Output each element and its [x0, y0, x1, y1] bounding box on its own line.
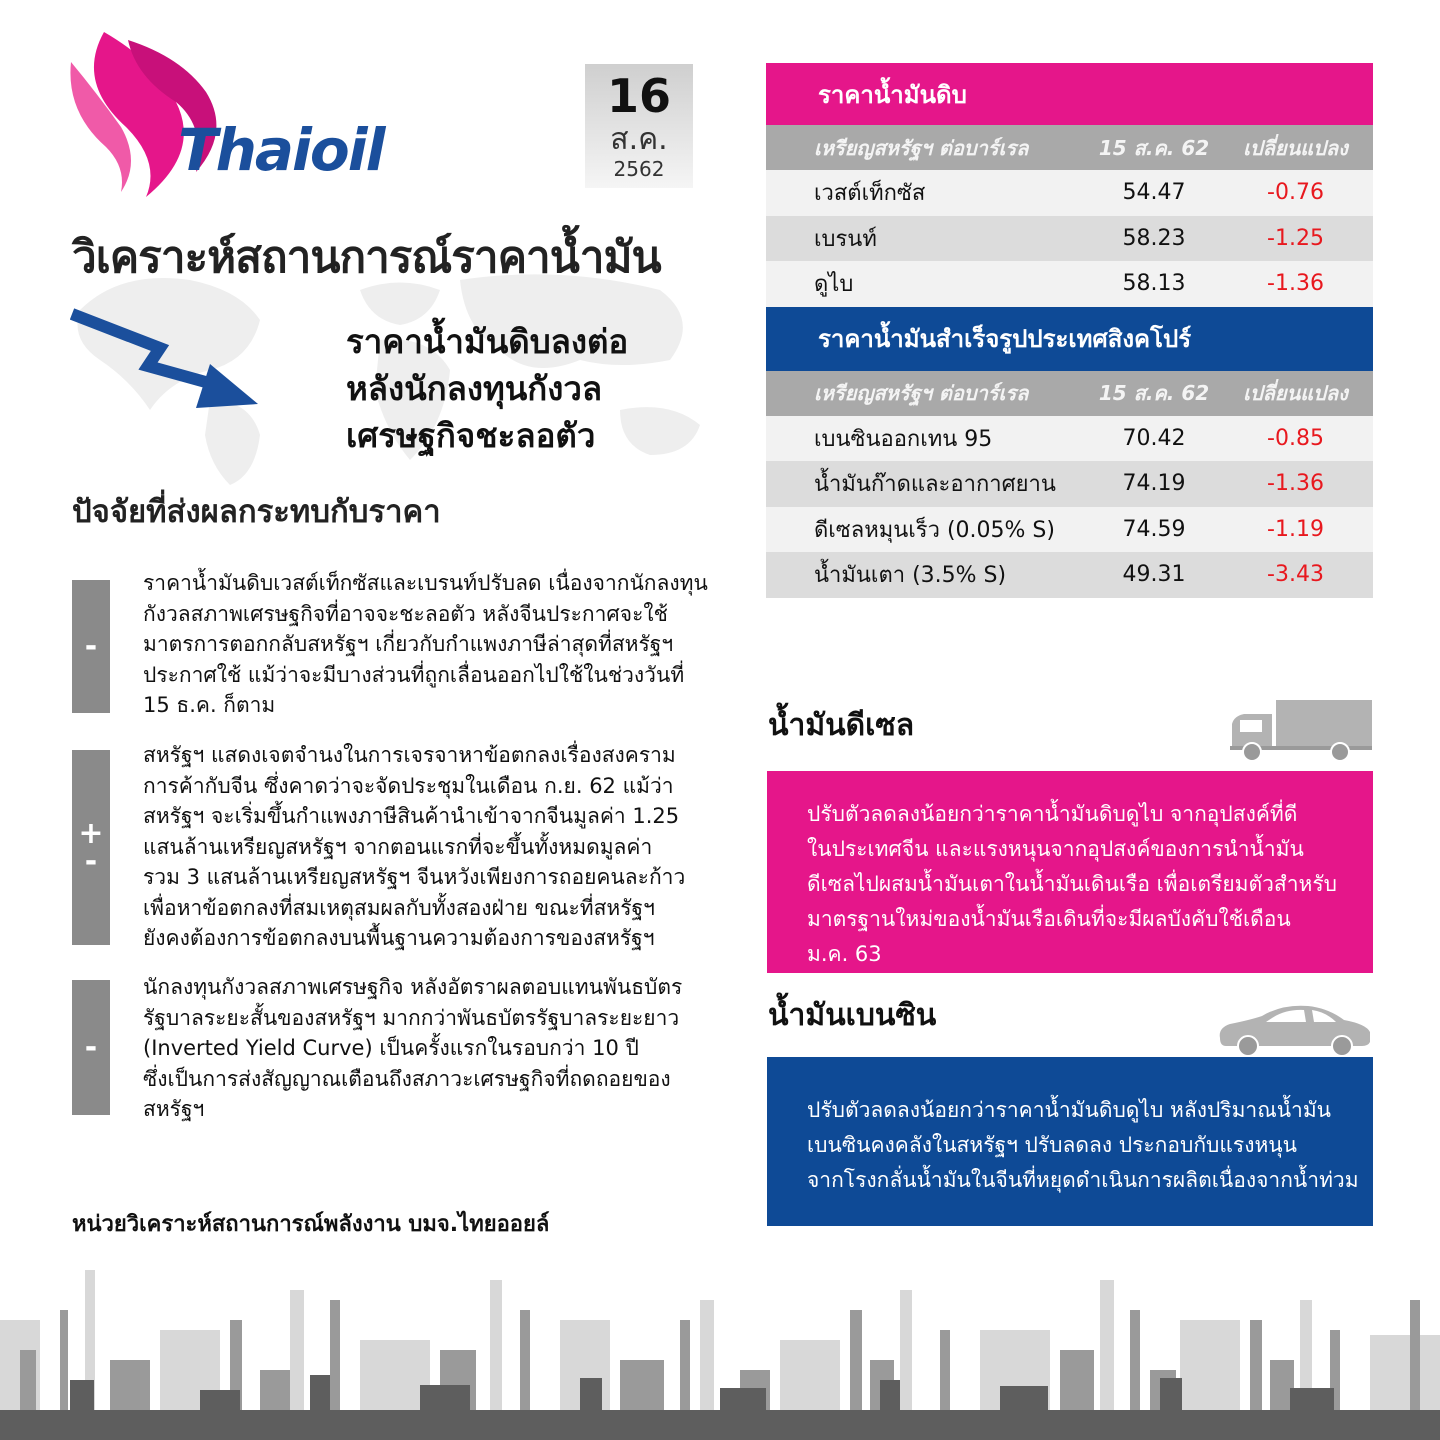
oil-name: ดีเซลหมุนเร็ว (0.05% S): [814, 517, 1055, 543]
summary-line: ปรับตัวลดลงน้อยกว่าราคาน้ำมันดิบดูไบ จากอุปสงค์ที่ดี: [807, 802, 1298, 826]
oil-name: เวสต์เท็กซัส: [814, 181, 926, 207]
table-row: [766, 416, 1373, 462]
column-header-date: 15 ส.ค. 62: [1098, 135, 1210, 160]
truck-icon: [1230, 700, 1372, 762]
column-header-change: เปลี่ยนแปลง: [1243, 381, 1348, 405]
summary-line: ปรับตัวลดลงน้อยกว่าราคาน้ำมันดิบดูไบ หลังปริมาณน้ำมัน: [807, 1098, 1332, 1122]
oil-price: 49.31: [1122, 562, 1186, 588]
gasoline-title: น้ำมันเบนซิน: [768, 998, 937, 1033]
factor-line: สหรัฐฯ: [143, 1097, 205, 1121]
factor-line: สหรัฐฯ จะเริ่มขึ้นกำแพงภาษีสินค้านำเข้าจากจีนมูลค่า 1.25: [143, 804, 680, 828]
oil-change: -1.36: [1267, 471, 1324, 497]
gasoline-summary: [767, 1057, 1373, 1226]
oil-price: 58.23: [1122, 225, 1186, 251]
headline-line: หลังนักลงทุนกังวล: [346, 369, 603, 408]
column-header-unit: เหรียญสหรัฐฯ ต่อบาร์เรล: [814, 381, 1029, 405]
table-row: [766, 216, 1373, 262]
column-header-date: 15 ส.ค. 62: [1098, 381, 1210, 405]
factor-line: นักลงทุนกังวลสภาพเศรษฐกิจ หลังอัตราผลตอบแทนพันธบัตร: [143, 975, 683, 999]
factor-impact-negative: -: [72, 980, 110, 1115]
oil-name: น้ำมันก๊าดและอากาศยาน: [814, 472, 1056, 498]
oil-change: -1.25: [1267, 225, 1324, 251]
diesel-title: น้ำมันดีเซล: [768, 708, 915, 743]
table-row: [766, 507, 1373, 553]
oil-change: -1.19: [1267, 516, 1324, 542]
oil-name: เบรนท์: [814, 226, 877, 252]
summary-line: ในประเทศจีน และแรงหนุนจากอุปสงค์ของการนำน้ำมัน: [807, 837, 1304, 861]
factor-line: 15 ธ.ค. ก็ตาม: [143, 693, 276, 717]
factor-line: ประกาศใช้ แม้ว่าจะมีบางส่วนที่ถูกเลื่อนออกไปใช้ในช่วงวันที่: [143, 662, 685, 687]
factor-line: เพื่อหาข้อตกลงที่สมเหตุสมผลกับทั้งสองฝ่าย ขณะที่สหรัฐฯ: [143, 895, 655, 920]
headline-line: เศรษฐกิจชะลอตัว: [346, 416, 596, 455]
factor-text: [143, 972, 728, 1125]
headline: [346, 318, 628, 459]
factor-mark-minus: -: [84, 843, 98, 879]
factor-mark-plus: +: [78, 815, 104, 851]
date-month: ส.ค.: [610, 122, 668, 157]
summary-line: ดีเซลไปผสมน้ำมันเตาในน้ำมันเดินเรือ เพื่อเตรียมตัวสำหรับ: [807, 872, 1337, 896]
factor-line: รัฐบาลระยะสั้นของสหรัฐฯ มากกว่าพันธบัตรรัฐบาลระยะยาว: [143, 1005, 680, 1030]
factor-line: สหรัฐฯ แสดงเจตจำนงในการเจรจาหาข้อตกลงเรื่องสงคราม: [143, 743, 676, 767]
oil-price: 58.13: [1122, 271, 1186, 297]
price-table: [766, 63, 1373, 600]
table-header: [766, 125, 1373, 170]
factor-line: (Inverted Yield Curve) เป็นครั้งแรกในรอบกว่า 10 ปี: [143, 1036, 639, 1060]
factor-text: [143, 568, 728, 721]
oil-name: ดูไบ: [814, 272, 854, 298]
oil-change: -0.76: [1267, 180, 1324, 206]
oil-price: 74.59: [1122, 516, 1186, 542]
factor-line: รวม 3 แสนล้านเหรียญสหรัฐฯ จีนหวังเพียงการถอยคนละก้าว: [143, 865, 686, 889]
factors-title: ปัจจัยที่ส่งผลกระทบกับราคา: [72, 494, 441, 530]
date-badge: [585, 64, 693, 188]
factor-line: แสนล้านเหรียญสหรัฐฯ จากตอนแรกที่จะขึ้นทั้งหมดมูลค่า: [143, 834, 653, 859]
price-down-arrow-icon: [70, 308, 260, 408]
factor-line: กังวลสภาพเศรษฐกิจที่อาจจะชะลอตัว หลังจีนประกาศจะใช้: [143, 601, 668, 626]
factor-text: [143, 740, 728, 954]
factor-impact-mixed: [72, 750, 110, 945]
oil-name: น้ำมันเตา (3.5% S): [814, 563, 1007, 589]
brand-name: Thaioil: [178, 116, 384, 184]
factor-line: ยังคงต้องการข้อตกลงบนพื้นฐานความต้องการของสหรัฐฯ: [143, 926, 655, 950]
headline-line: ราคาน้ำมันดิบลงต่อ: [346, 322, 629, 361]
oil-price: 74.19: [1122, 471, 1186, 497]
oil-price: 54.47: [1122, 180, 1186, 206]
summary-line: เบนซินคงคลังในสหรัฐฯ ปรับลดลง ประกอบกับแรงหนุน: [807, 1133, 1298, 1157]
table-header: [766, 371, 1373, 416]
refined-price-title: ราคาน้ำมันสำเร็จรูปประเทศสิงคโปร์: [766, 307, 1373, 371]
summary-line: ม.ค. 63: [807, 942, 882, 966]
factor-impact-negative: -: [72, 580, 110, 713]
oil-change: -0.85: [1267, 425, 1324, 451]
summary-line: มาตรฐานใหม่ของน้ำมันเรือเดินที่จะมีผลบังคับใช้เดือน: [807, 907, 1291, 931]
date-year: 2562: [613, 157, 665, 181]
factor-line: มาตรการตอกกลับสหรัฐฯ เกี่ยวกับกำแพงภาษีล่าสุดที่สหรัฐฯ: [143, 632, 674, 656]
diesel-summary: [767, 771, 1373, 973]
factor-line: ราคาน้ำมันดิบเวสต์เท็กซัสและเบรนท์ปรับลด เนื่องจากนักลงทุน: [143, 571, 708, 595]
refinery-skyline-decoration: [0, 1260, 1440, 1440]
factor-line: ซึ่งเป็นการส่งสัญญาณเตือนถึงสภาวะเศรษฐกิจที่ถดถอยของ: [143, 1066, 671, 1091]
date-day: 16: [606, 69, 671, 123]
table-row: [766, 552, 1373, 598]
table-row: [766, 170, 1373, 216]
oil-price: 70.42: [1122, 425, 1186, 451]
summary-line: จากโรงกลั่นน้ำมันในจีนที่หยุดดำเนินการผลิตเนื่องจากน้ำท่วม: [807, 1168, 1359, 1192]
oil-change: -3.43: [1267, 562, 1324, 588]
oil-change: -1.36: [1267, 271, 1324, 297]
table-row: [766, 261, 1373, 307]
column-header-unit: เหรียญสหรัฐฯ ต่อบาร์เรล: [814, 135, 1029, 160]
footer-credit: หน่วยวิเคราะห์สถานการณ์พลังงาน บมจ.ไทยออยล์: [72, 1212, 550, 1237]
table-row: [766, 461, 1373, 507]
car-icon: [1216, 1000, 1372, 1058]
factor-line: การค้ากับจีน ซึ่งคาดว่าจะจัดประชุมในเดือน ก.ย. 62 แม้ว่า: [143, 773, 674, 798]
page-title: วิเคราะห์สถานการณ์ราคาน้ำมัน: [72, 232, 661, 283]
oil-name: เบนซินออกเทน 95: [814, 426, 993, 452]
column-header-change: เปลี่ยนแปลง: [1243, 135, 1348, 160]
crude-price-title: ราคาน้ำมันดิบ: [766, 63, 1373, 125]
